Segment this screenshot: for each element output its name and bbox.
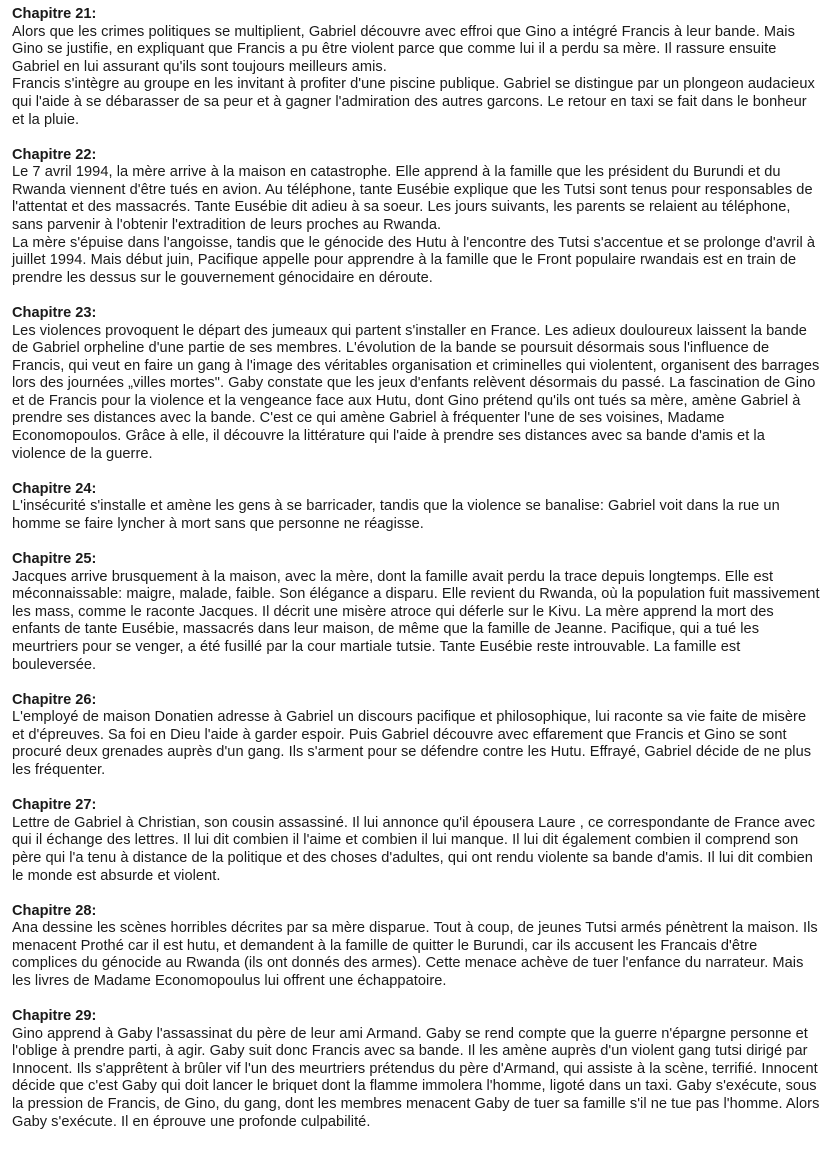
chapter-title: Chapitre 23: xyxy=(12,304,97,321)
chapter-title: Chapitre 26: xyxy=(12,691,97,708)
chapter-paragraph: Alors que les crimes politiques se multiplient, Gabriel découvre avec effroi que Gino a intégré Francis à leur bande. Mais Gino se justifie, en expliquant que Francis a pu être violent parce que comme lui il a perdu sa mère. Il rassure ensuite Gabriel en lui assurant qu'ils sont toujours meilleurs amis. xyxy=(12,23,795,75)
chapter-title: Chapitre 22: xyxy=(12,146,97,163)
chapter-title: Chapitre 27: xyxy=(12,797,97,814)
chapter-title: Chapitre 28: xyxy=(12,902,97,919)
chapter-paragraph: Lettre de Gabriel à Christian, son cousin assassiné. Il lui annonce qu'il épousera Laure , ce correspondante de France avec qui il échange des lettres. Il lui dit combien il l'aime et combien il lui manque. Il lui dit également combien il comprend son père qui l'a tenu à distance de la politique et des choses d'adultes, qui ont rendu violente sa bande d'amis. Il lui dit combien le monde est absurde et violent. xyxy=(12,814,816,884)
chapter-29 xyxy=(12,1008,820,1131)
chapter-28 xyxy=(12,903,820,991)
chapter-paragraph: Gino apprend à Gaby l'assassinat du père de leur ami Armand. Gaby se rend compte que la guerre n'épargne personne et l'oblige à prendre parti, à agir. Gaby suit donc Francis avec sa bande. Il les amène auprès d'un violent gang tutsi dirigé par Innocent. Ils s'apprêtent à brûler vif l'un des meurtriers prétendus du père d'Armand, qui assiste à la scène, terrifié. Innocent décide que c'est Gaby qui doit lancer le briquet dont la flamme immolera l'homme, ligoté dans un taxi. Gaby s'exécute, sous la pression de Francis, de Gino, du gang, dont les membres menacent Gaby de tuer sa famille s'il ne tue pas l'homme. Alors Gaby s'exécute. Il en éprouve une profonde culpabilité. xyxy=(12,1025,820,1130)
chapter-26 xyxy=(12,692,820,780)
chapter-title: Chapitre 25: xyxy=(12,551,97,568)
chapter-paragraph: L'insécurité s'installe et amène les gens à se barricader, tandis que la violence se banalise: Gabriel voit dans la rue un homme se faire lyncher à mort sans que personne ne réagisse. xyxy=(12,498,780,532)
chapter-22 xyxy=(12,147,820,288)
chapter-24 xyxy=(12,481,820,534)
chapter-paragraph: Le 7 avril 1994, la mère arrive à la maison en catastrophe. Elle apprend à la famille que les président du Burundi et du Rwanda viennent d'être tués en avion. Au téléphone, tante Eusébie explique que les Tutsi sont tenus pour responsables de l'attentat et des massacrés. Tante Eusébie dit adieu à sa soeur. Les jours suivants, les parents se relaient au téléphone, sans parvenir à l'obtenir l'extradition de leurs proches au Rwanda. xyxy=(12,164,813,234)
chapter-25 xyxy=(12,551,820,674)
chapter-23 xyxy=(12,305,820,463)
chapter-paragraph: Ana dessine les scènes horribles décrites par sa mère disparue. Tout à coup, de jeunes Tutsi armés pénètrent la maison. Ils menacent Prothé car il est hutu, et demandent à la famille de quitter le Burundi, car ils accusent les Francais d'être complices du génocide au Rwanda (ils ont donnés des armes). Cette menace achève de tuer l'enfance du narrateur. Mais les livres de Madame Economopoulus lui offrent une échappatoire. xyxy=(12,920,818,989)
chapter-title: Chapitre 21: xyxy=(12,6,97,22)
chapter-27 xyxy=(12,797,820,885)
chapter-title: Chapitre 29: xyxy=(12,1008,97,1025)
chapter-paragraph: Francis s'intègre au groupe en les invitant à profiter d'une piscine publique. Gabriel se distingue par un plongeon audacieux qui l'aide à se débarasser de sa peur et à gagner l'admiration des autres garcons. Le retour en taxi se fait dans le bonheur et la pluie. xyxy=(12,76,815,128)
chapter-21 xyxy=(12,6,820,129)
chapter-paragraph: Les violences provoquent le départ des jumeaux qui partent s'installer en France. Les adieux douloureux laissent la bande de Gabriel orpheline d'une partie de ses membres. L'évolution de la bande se poursuit désormais sous l'influence de Francis, qui veut en faire un gang à l'image des véritables organisation et criminelles qui violentent, organisent des barrages lors des journées „villes mortes". Gaby constate que les jeux d'enfants relèvent désormais du passé. La fascination de Gino et de Francis pour la violence et la vengeance face aux Hutu, dont Gino prétend qu'ils ont tués sa mère, amène Gabriel à prendre ses distances avec la bande. C'est ce qui amène Gabriel à fréquenter l'une de ses voisines, Madame Economopoulos. Grâce à elle, il découvre la littérature qui l'aide à prendre ses distances avec sa bande d'amis et la violence de la guerre. xyxy=(12,322,820,462)
chapter-title: Chapitre 24: xyxy=(12,480,97,497)
chapter-paragraph: La mère s'épuise dans l'angoisse, tandis que le génocide des Hutu à l'encontre des Tutsi s'accentue et se prolonge d'avril à juillet 1994. Mais début juin, Pacifique appelle pour apprendre à la famille que le Front populaire rwandais est en train de prendre les dessus sur le gouvernement génocidaire en déroute. xyxy=(12,234,816,286)
chapter-paragraph: L'employé de maison Donatien adresse à Gabriel un discours pacifique et philosophique, lui raconte sa vie faite de misère et d'épreuves. Sa foi en Dieu l'aide à garder espoir. Puis Gabriel découvre avec effarement que Francis et Gino se sont procuré deux grenades auprès d'un gang. Ils s'arment pour se défendre contre les Hutu. Effrayé, Gabriel décide de ne plus les fréquenter. xyxy=(12,709,812,779)
chapter-paragraph: Jacques arrive brusquement à la maison, avec la mère, dont la famille avait perdu la trace depuis longtemps. Elle est méconnaissable: maigre, malade, faible. Son élégance a disparu. Elle revient du Rwanda, où la population fuit massivement les mass, comme le raconte Jacques. Il décrit une misère atroce qui déferle sur le Kivu. La mère apprend la mort des enfants de tante Eusébie, massacrés dans leur maison, de même que la famille de Jeanne. Pacifique, qui a tué les meurtriers pour se venger, a été fusillé par la cour martiale tutsie. Tante Eusébie reste introuvable. La famille est bouleversée. xyxy=(12,568,820,673)
